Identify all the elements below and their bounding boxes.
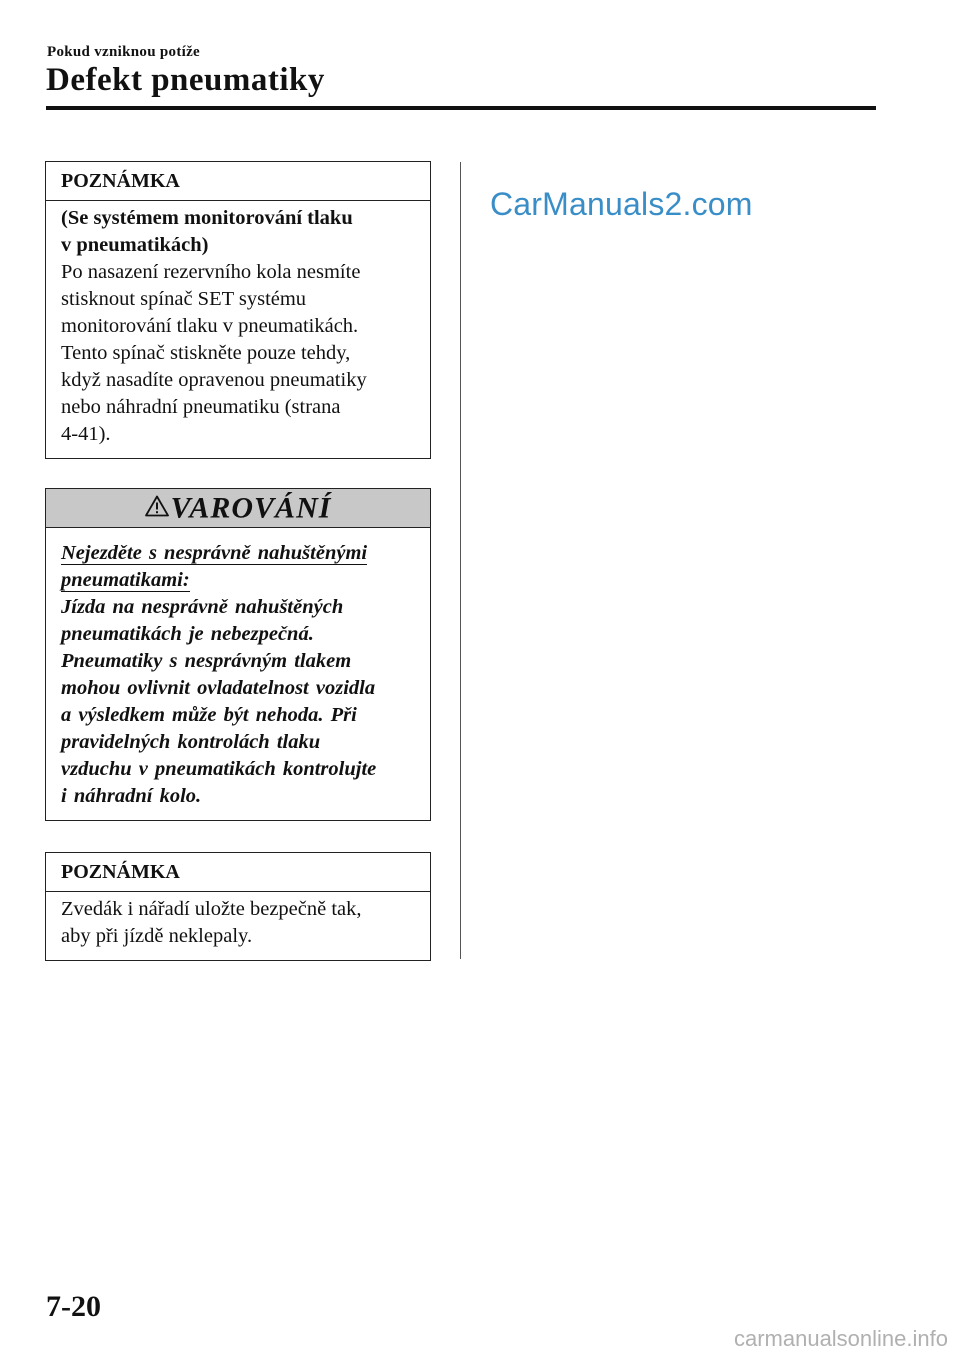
note-line: 4-41). — [61, 423, 111, 445]
title-rule — [46, 106, 876, 110]
note-heading: POZNÁMKA — [46, 853, 430, 892]
warning-header — [46, 489, 430, 528]
warning-line: a výsledkem může být nehoda. Při — [61, 704, 357, 726]
note-box-tpms — [45, 161, 431, 459]
note-line: Po nasazení rezervního kola nesmíte — [61, 261, 361, 283]
section-subtitle: Pokud vzniknou potíže — [47, 44, 201, 60]
note-line: nebo náhradní pneumatiku (strana — [61, 396, 341, 418]
warning-title: VAROVÁNÍ — [170, 491, 332, 525]
warning-line: pravidelných kontrolách tlaku — [61, 731, 321, 753]
warning-lead-line — [61, 567, 420, 594]
warning-lead-text: Nejezděte s nesprávně nahuštěnými — [61, 542, 368, 564]
warning-line: pneumatikách je nebezpečná. — [61, 623, 314, 645]
note-body — [46, 892, 430, 960]
page-title: Defekt pneumatiky — [46, 62, 325, 98]
note-body — [46, 201, 430, 458]
note-line: Zvedák i nářadí uložte bezpečně tak, — [61, 898, 362, 920]
note-line: monitorování tlaku v pneumatikách. — [61, 315, 359, 337]
note-subheading-line: v pneumatikách) — [61, 234, 209, 256]
warning-box — [45, 488, 431, 821]
warning-lead-text: pneumatikami: — [61, 569, 190, 591]
note-subheading-line: (Se systémem monitorování tlaku — [61, 207, 353, 229]
warning-body — [46, 528, 430, 820]
note-heading: POZNÁMKA — [46, 162, 430, 201]
note-line: Tento spínač stiskněte pouze tehdy, — [61, 342, 351, 364]
watermark-logo[interactable]: CarManuals2.com — [490, 186, 753, 222]
note-line: aby při jízdě neklepaly. — [61, 925, 253, 947]
footer-watermark[interactable]: carmanualsonline.info — [733, 1326, 948, 1351]
note-box-jack — [45, 852, 431, 961]
column-divider — [460, 162, 461, 959]
note-line: stisknout spínač SET systému — [61, 288, 307, 310]
warning-line: Pneumatiky s nesprávným tlakem — [61, 650, 352, 672]
warning-line: Jízda na nesprávně nahuštěných — [61, 596, 344, 618]
warning-line: vzduchu v pneumatikách kontrolujte — [61, 758, 377, 780]
page-number: 7-20 — [46, 1290, 101, 1323]
warning-lead-line — [61, 540, 420, 567]
warning-line: i náhradní kolo. — [61, 785, 202, 807]
warning-line: mohou ovlivnit ovladatelnost vozidla — [61, 677, 376, 699]
warning-triangle-icon — [145, 495, 169, 517]
note-line: když nasadíte opravenou pneumatiky — [61, 369, 367, 391]
